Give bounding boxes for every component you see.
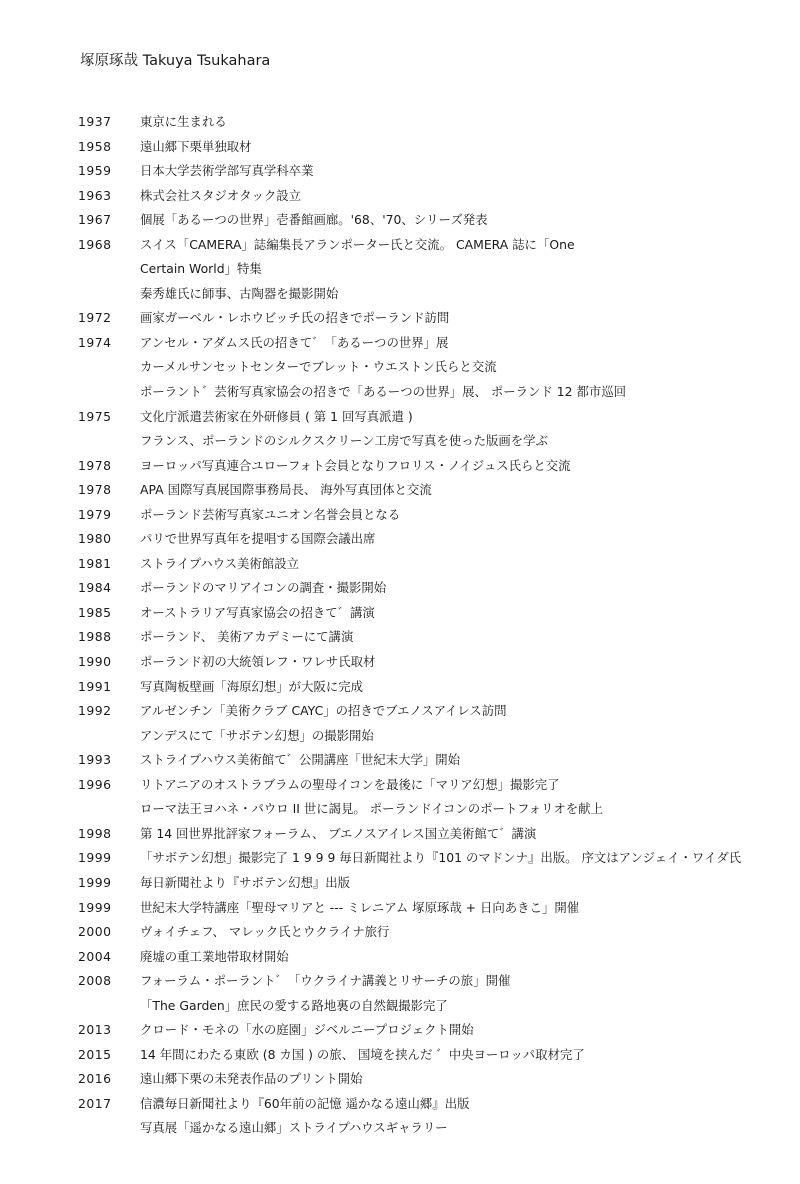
- timeline-row: [0, 1092, 800, 1117]
- timeline-text: スイス「CAMERA」誌編集長アランポーター氏と交流。 CAMERA 誌に「One: [140, 236, 575, 252]
- timeline-row: [0, 331, 800, 356]
- timeline-year: 1984: [78, 580, 112, 596]
- timeline-row: [0, 822, 800, 847]
- timeline-text: カーメルサンセットセンターでブレット・ウエストン氏らと交流: [140, 359, 497, 375]
- timeline-year: 1972: [78, 310, 112, 326]
- timeline-row: [0, 699, 800, 724]
- timeline-year: 1996: [78, 776, 112, 792]
- timeline-row: [0, 405, 800, 430]
- timeline-year: 1978: [78, 457, 112, 473]
- timeline-row: [0, 257, 800, 282]
- timeline-year: 1963: [78, 187, 112, 203]
- timeline-text: アンセル・アダムス氏の招きて゛「あるーつの世界」展: [140, 334, 449, 350]
- timeline-text: ポーランド初の大統領レフ・ワレサ氏取材: [140, 654, 376, 670]
- timeline-text: 遠山郷下栗単独取材: [140, 138, 252, 154]
- timeline-row: [0, 650, 800, 675]
- timeline-year: 1998: [78, 825, 112, 841]
- timeline-text: ストライプハウス美術館て゛公開講座「世紀末大学」開始: [140, 752, 461, 768]
- timeline-year: 1974: [78, 334, 112, 350]
- timeline-row: [0, 355, 800, 380]
- timeline-text: クロード・モネの「水の庭園」ジベルニープロジェクト開始: [140, 1022, 474, 1038]
- timeline-year: 1967: [78, 212, 112, 228]
- timeline-year: 2015: [78, 1046, 112, 1062]
- timeline-text: 文化庁派遣芸術家在外研修員 ( 第 1 回写真派遣 ): [140, 408, 413, 424]
- timeline-row: [0, 994, 800, 1019]
- timeline-text: 画家ガーベル・レホウビッチ氏の招きでポーランド訪問: [140, 310, 450, 326]
- timeline-row: [0, 135, 800, 160]
- timeline-row: [0, 1116, 800, 1141]
- timeline-row: [0, 478, 800, 503]
- timeline-year: 1975: [78, 408, 112, 424]
- timeline-row: [0, 454, 800, 479]
- timeline-text: 株式会社スタジオタック設立: [140, 187, 302, 203]
- timeline-year: 2016: [78, 1071, 112, 1087]
- timeline-text: Certain World」特集: [140, 261, 262, 277]
- timeline-text: 写真陶板壁画「海原幻想」が大阪に完成: [140, 678, 364, 694]
- timeline-text: 信濃毎日新聞社より『60年前の記憶 遥かなる遠山郷』出版: [140, 1095, 470, 1111]
- timeline-row: [0, 233, 800, 258]
- timeline-text: ヨーロッパ写真連合ユローフォト会員となりフロリス・ノイジュス氏らと交流: [140, 457, 571, 473]
- timeline-text: ポーランド、 美術アカデミーにて講演: [140, 629, 354, 645]
- timeline-row: [0, 675, 800, 700]
- timeline-year: 1981: [78, 555, 112, 571]
- timeline-text: 日本大学芸術学部写真学科卒業: [140, 163, 314, 179]
- timeline-row: [0, 724, 800, 749]
- timeline-text: パリで世界写真年を提唱する国際会議出席: [140, 531, 376, 547]
- timeline-text: ポーラント゛芸術写真家協会の招きで「あるーつの世界」展、 ポーランド 12 都市巡回: [140, 384, 627, 400]
- timeline-row: [0, 552, 800, 577]
- timeline-year: 1978: [78, 482, 112, 498]
- timeline-text: 第 14 回世界批評家フォーラム、 ブエノスアイレス国立美術館て゛講演: [140, 825, 537, 841]
- timeline-row: [0, 1067, 800, 1092]
- timeline-text: ポーランドのマリアイコンの調査・撮影開始: [140, 580, 387, 596]
- timeline-row: [0, 503, 800, 528]
- timeline-row: [0, 896, 800, 921]
- timeline-year: 1968: [78, 236, 112, 252]
- timeline-text: 「サボテン幻想」撮影完了 1 9 9 9 毎日新聞社より『101 のマドンナ』出版。 序文はアンジェイ・ワイダ氏: [140, 850, 742, 866]
- timeline-year: 1999: [78, 899, 112, 915]
- timeline-year: 1937: [78, 114, 112, 129]
- timeline-text: ローマ法王ヨハネ・パウロ II 世に謁見。 ポーランドイコンのポートフォリオを献上: [140, 801, 603, 817]
- timeline-year: 1985: [78, 604, 112, 620]
- timeline-row: [0, 159, 800, 184]
- timeline-year: 1990: [78, 654, 112, 670]
- timeline-year: 1999: [78, 874, 112, 890]
- timeline-row: [0, 773, 800, 798]
- timeline-row: [0, 282, 800, 307]
- timeline-text: 毎日新聞社より『サボテン幻想』出版: [140, 874, 351, 890]
- timeline-row: [0, 1043, 800, 1068]
- timeline-year: 2004: [78, 948, 112, 964]
- timeline-row: [0, 797, 800, 822]
- timeline-row: [0, 969, 800, 994]
- timeline-text: フォーラム・ポーラント゛「ウクライナ講義とリサーチの旅」開催: [140, 973, 511, 989]
- timeline-year: 2008: [78, 973, 112, 989]
- timeline-year: 1958: [78, 138, 112, 154]
- timeline-row: [0, 306, 800, 331]
- timeline-text: ストライプハウス美術館設立: [140, 555, 299, 571]
- timeline-row: [0, 920, 800, 945]
- timeline-year: 1991: [78, 678, 112, 694]
- timeline-text: 世紀末大学特講座「聖母マリアと --- ミレニアム 塚原琢哉 + 日向あきこ」開催: [140, 899, 580, 915]
- timeline-row: [0, 846, 800, 871]
- timeline-text: 「The Garden」庶民の愛する路地裏の自然観撮影完了: [140, 997, 448, 1013]
- timeline-text: ポーランド芸術写真家ユニオン名誉会員となる: [140, 506, 401, 522]
- timeline-list: [0, 110, 800, 1141]
- page-title: 塚原琢哉 Takuya Tsukahara: [80, 53, 271, 69]
- timeline-text: 個展「あるーつの世界」壱番館画廊。'68、'70、シリーズ発表: [140, 212, 488, 228]
- timeline-year: 1959: [78, 163, 112, 179]
- timeline-text: リトアニアのオストラブラムの聖母イコンを最後に「マリア幻想」撮影完了: [140, 776, 560, 792]
- timeline-year: 2000: [78, 924, 112, 940]
- timeline-row: [0, 576, 800, 601]
- timeline-row: [0, 380, 800, 405]
- timeline-row: [0, 871, 800, 896]
- timeline-row: [0, 945, 800, 970]
- timeline-year: 1979: [78, 506, 112, 522]
- timeline-year: 1992: [78, 703, 112, 719]
- timeline-year: 1993: [78, 752, 112, 768]
- timeline-row: [0, 625, 800, 650]
- timeline-row: [0, 110, 800, 135]
- timeline-row: [0, 1018, 800, 1043]
- timeline-text: 遠山郷下栗の未発表作品のプリント開始: [140, 1071, 363, 1087]
- timeline-year: 2013: [78, 1022, 112, 1038]
- timeline-row: [0, 208, 800, 233]
- timeline-row: [0, 527, 800, 552]
- timeline-row: [0, 601, 800, 626]
- timeline-text: 写真展「遥かなる遠山郷」ストライプハウスギャラリー: [140, 1120, 448, 1136]
- timeline-text: アルゼンチン「美術クラブ CAYC」の招きでブエノスアイレス訪問: [140, 703, 507, 719]
- timeline-row: [0, 184, 800, 209]
- timeline-text: フランス、ポーランドのシルクスクリーン工房で写真を使った版画を学ぶ: [140, 433, 548, 449]
- timeline-year: 1980: [78, 531, 112, 547]
- timeline-text: 秦秀雄氏に師事、古陶器を撮影開始: [140, 285, 339, 301]
- timeline-text: ヴォイチェフ、 マレック氏とウクライナ旅行: [140, 924, 390, 940]
- timeline-text: オーストラリア写真家協会の招きて゛講演: [140, 604, 375, 620]
- timeline-year: 1999: [78, 850, 112, 866]
- timeline-year: 2017: [78, 1095, 112, 1111]
- timeline-text: 14 年間にわたる東欧 (8 カ国 ) の旅、 国境を挟んだ ゛中央ヨーロッパ取材完了: [140, 1046, 585, 1062]
- timeline-text: 廃墟の重工業地帯取材開始: [140, 948, 289, 964]
- timeline-year: 1988: [78, 629, 112, 645]
- timeline-row: [0, 748, 800, 773]
- timeline-text: APA 国際写真展国際事務局長、 海外写真団体と交流: [140, 482, 432, 498]
- timeline-text: アンデスにて「サボテン幻想」の撮影開始: [140, 727, 374, 743]
- timeline-text: 東京に生まれる: [140, 114, 227, 129]
- timeline-row: [0, 429, 800, 454]
